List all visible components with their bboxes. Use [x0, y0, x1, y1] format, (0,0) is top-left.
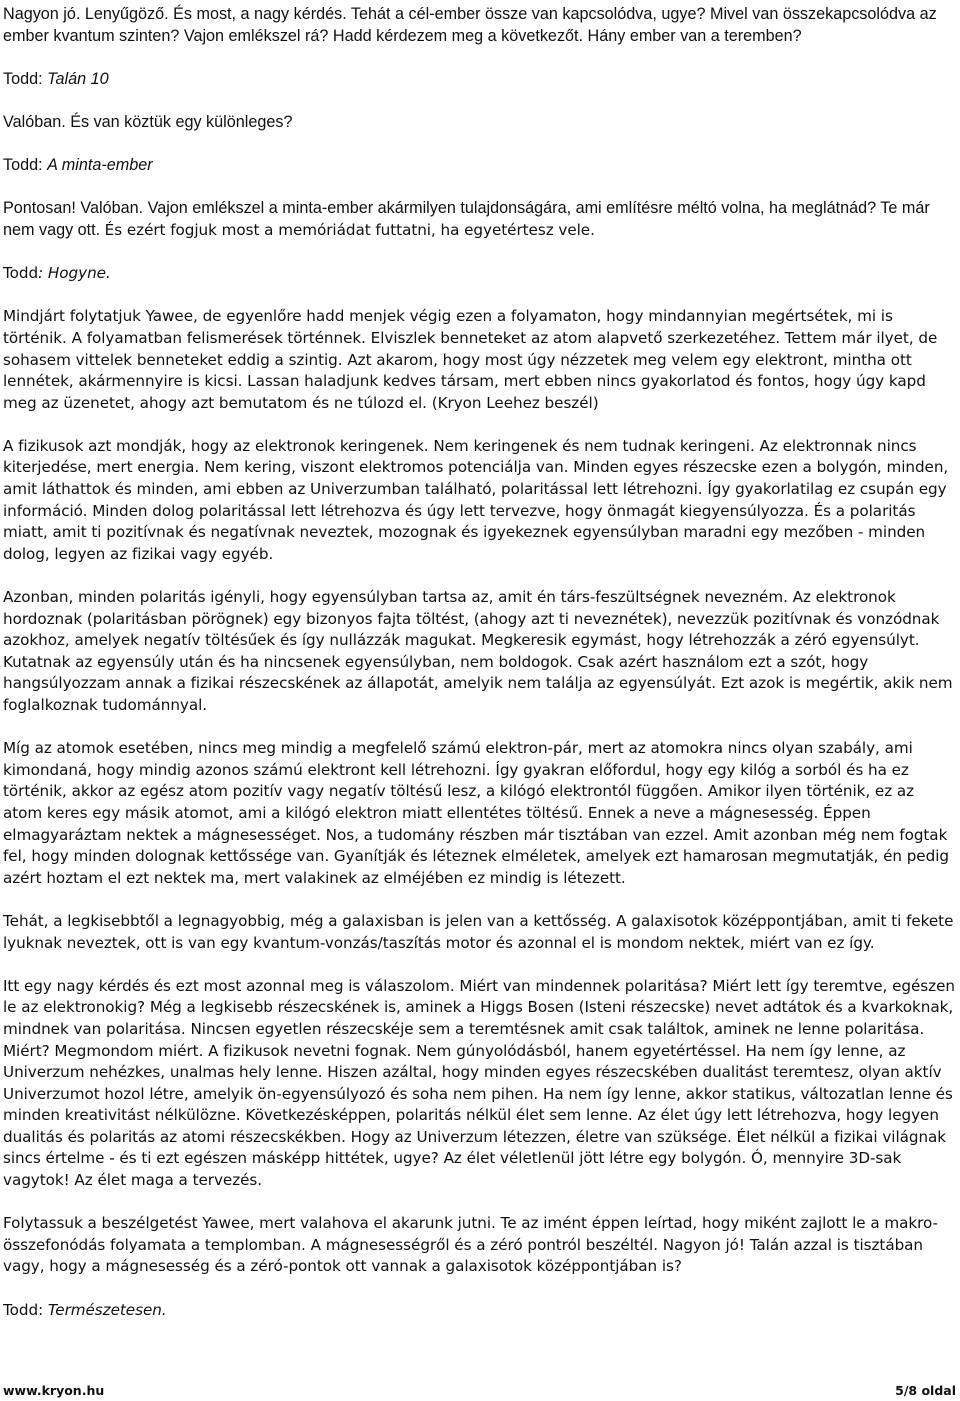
paragraph-electrons: A fizikusok azt mondják, hogy az elektronok keringenek. Nem keringenek és nem tudnak keringeni. Az elektronnak nincs kiterjedése, mert energia. Nem kering, viszont elektromos potenciálja van. Minden egyes részecske ezen a bolygón, minden, amit láthattok és minden, ami ebben az Univerzumban található, polaritással lett létrehozni. Így gyakorlatilag ez csupán egy információ. Minden dolog polaritással lett létrehozva és úgy lett tervezve, hogy önmagát kiegyensúlyozza. És a polaritás miatt, amit ti pozitívnak és negatívnak neveztek, mozognak és igyekeznek egyensúlyban maradni egy mezőben - minden dolog, legyen az fizikai vagy egyéb.	[3, 436, 949, 563]
todd-reply-4	[3, 1300, 957, 1322]
paragraph-continue: Folytassuk a beszélgetést Yawee, mert valahova el akarunk jutni. Te az imént éppen leírtad, hogy miként zajlott le a makro-összefonódás folyamata a templomban. A mágnesességről és a zéró pontról beszéltél. Nagyon jó! Talán azzal is tisztában vagy, hogy a mágnesesség és a zéró-pontok ott vannak a galaxisotok középpontjában is?	[3, 1214, 938, 1276]
todd-reply-3	[3, 263, 957, 285]
footer-site-link[interactable]: www.kryon.hu	[3, 1383, 105, 1398]
footer-page-number: 5/8 oldal	[895, 1383, 956, 1398]
todd-reply-2	[3, 155, 957, 177]
paragraph-atoms: Míg az atomok esetében, nincs meg mindig a megfelelő számú elektron-pár, mert az atomokra nincs olyan szabály, ami kimondaná, hogy mindig azonos számú elektront kell létrehozni. Így gyakran előfordul, hogy egy kilóg a sorból és ha ez történik, akkor az egész atom pozitív vagy negatív töltésű lesz, a kilógó elektrontól függően. Amikor ilyen történik, ez az atom keres egy másik atomot, ami a kilógó elektron miatt ellentétes töltésű. Ennek a neve a mágnesesség. Éppen elmagyaráztam nektek a mágnesességet. Nos, a tudomány részben már tisztában van ezzel. Amit azonban még nem fogtak fel, hogy minden dolognak kettőssége van. Gyanítják és léteznek elméletek, amelyek ezt hamarosan megmutatják, én pedig azért hoztam el ezt nektek ma, mert valakinek az elméjében ez mindig is létezett.	[3, 739, 949, 887]
todd-reply-text: Talán 10	[47, 69, 109, 88]
todd-reply-text: : Hogyne.	[38, 264, 111, 283]
speaker-label: Todd	[3, 264, 39, 283]
paragraph-intro: Nagyon jó. Lenyűgöző. És most, a nagy kérdés. Tehát a cél-ember össze van kapcsolódva, ugye? Mivel van összekapcsolódva az ember kvantum szinten? Vajon emlékszel rá? Hadd kérdezem meg a következőt. Hány ember van a teremben?	[3, 5, 937, 45]
page-footer	[3, 1383, 956, 1398]
speaker-label: Todd:	[3, 1300, 48, 1319]
paragraph-galaxy: Tehát, a legkisebbtől a legnagyobbig, még a galaxisban is jelen van a kettősség. A galaxisotok középpontjában, amit ti fekete lyuknak neveztek, ott is van egy kvantum-vonzás/taszítás motor és azonnal el is mondom nektek, miért van ez így.	[3, 911, 954, 952]
paragraph-polarity: Azonban, minden polaritás igényli, hogy egyensúlyban tartsa az, amit én társ-feszültségnek nevezném. Az elektronok hordoznak (polaritásban pörögnek) egy bizonyos fajta töltést, (ahogy azt ti neveznétek), nevezzük pozitívnak és vonzódnak azokhoz, amelyek negatív töltésűek és így nullázzák magukat. Megkeresik egymást, hogy létrehozzák a zéró egyensúlyt. Kutatnak az egyensúly után és ha nincsenek egyensúlyban, nem boldogok. Csak azért használom ezt a szót, hogy hangsúlyozzam annak a fizikai részecskének az állapotát, amelyik nem találja az egyensúlyát. Ezt azok is megértik, akik nem foglalkoznak tudománnyal.	[3, 588, 953, 714]
paragraph-exactly	[3, 198, 957, 241]
paragraph-big-question: Itt egy nagy kérdés és ezt most azonnal meg is válaszolom. Miért van mindennek polaritása? Miért lett így teremtve, egészen le az elektronokig? Még a legkisebb részecskének is, aminek a Higgs Bosen (Isteni részecske) nevet adtátok és a kvarkoknak, mindnek van polaritása. Nincsen egyetlen részecskéje sem a teremtésnek amit csak találtok, aminek ne lenne polaritása. Miért? Megmondom miért. A fizikusok nevetni fognak. Nem gúnyolódásból, hanem egyetértéssel. Ha nem így lenne, az Univerzum nehézkes, unalmas hely lenne. Hiszen azáltal, hogy minden egyes részecskében dualitást teremtesz, olyan aktív Univerzumot hozol létre, amelyik ön-egyensúlyozó és soha nem pihen. Ha nem így lenne, akkor statikus, változatlan lenne és minden kreativitást nélkülözne. Következésképpen, polaritás nélkül élet sem lenne. Az élet úgy lett létrehozva, hogy legyen dualitás és polaritás az atomi részecskékben. Hogy az Univerzum létezzen, életre van szüksége. Élet nélkül a fizikai világnak sincs értelme - és ti ezt egészen másképp hittétek, ugye? Az élet véletlenül jött létre egy bolygón. Ó, mennyire 3D-sak vagytok! Az élet maga a tervezés.	[3, 976, 955, 1190]
paragraph-process: Mindjárt folytatjuk Yawee, de egyenlőre hadd menjek végig ezen a folyamaton, hogy mindannyian megértsétek, mi is történik. A folyamatban felismerések történnek. Elviszlek benneteket az atom alapvető szerkezetéhez. Tettem már ilyet, de sohasem vittelek benneteket eddig a szintig. Azt akarom, hogy most úgy nézzetek meg velem egy elektront, mintha ott lennétek, akármennyire is kicsi. Lassan haladjunk kedves társam, mert ebben nincs gyakorlatod és fontos, hogy úgy kapd meg az üzenetet, ahogy azt bemutatom és ne túlozd el. (Kryon Leehez beszél)	[3, 307, 938, 412]
todd-reply-text: Természetesen.	[47, 1300, 167, 1319]
document-page	[3, 4, 957, 1321]
speaker-label: Todd:	[3, 156, 48, 175]
todd-reply-1	[3, 69, 957, 91]
speaker-label: Todd:	[3, 69, 48, 88]
paragraph-exactly-part2: És ezért fogjuk most a memóriádat futtatni, ha egyetértesz vele.	[104, 220, 595, 239]
todd-reply-text: A minta-ember	[47, 156, 153, 175]
paragraph-question: Valóban. És van köztük egy különleges?	[3, 112, 293, 131]
paragraph-exactly-part1: Pontosan! Valóban. Vajon emlékszel a minta-ember akármilyen tulajdonságára, ami említésre méltó volna, ha meglátnád? Te már nem vagy ott.	[3, 199, 930, 239]
